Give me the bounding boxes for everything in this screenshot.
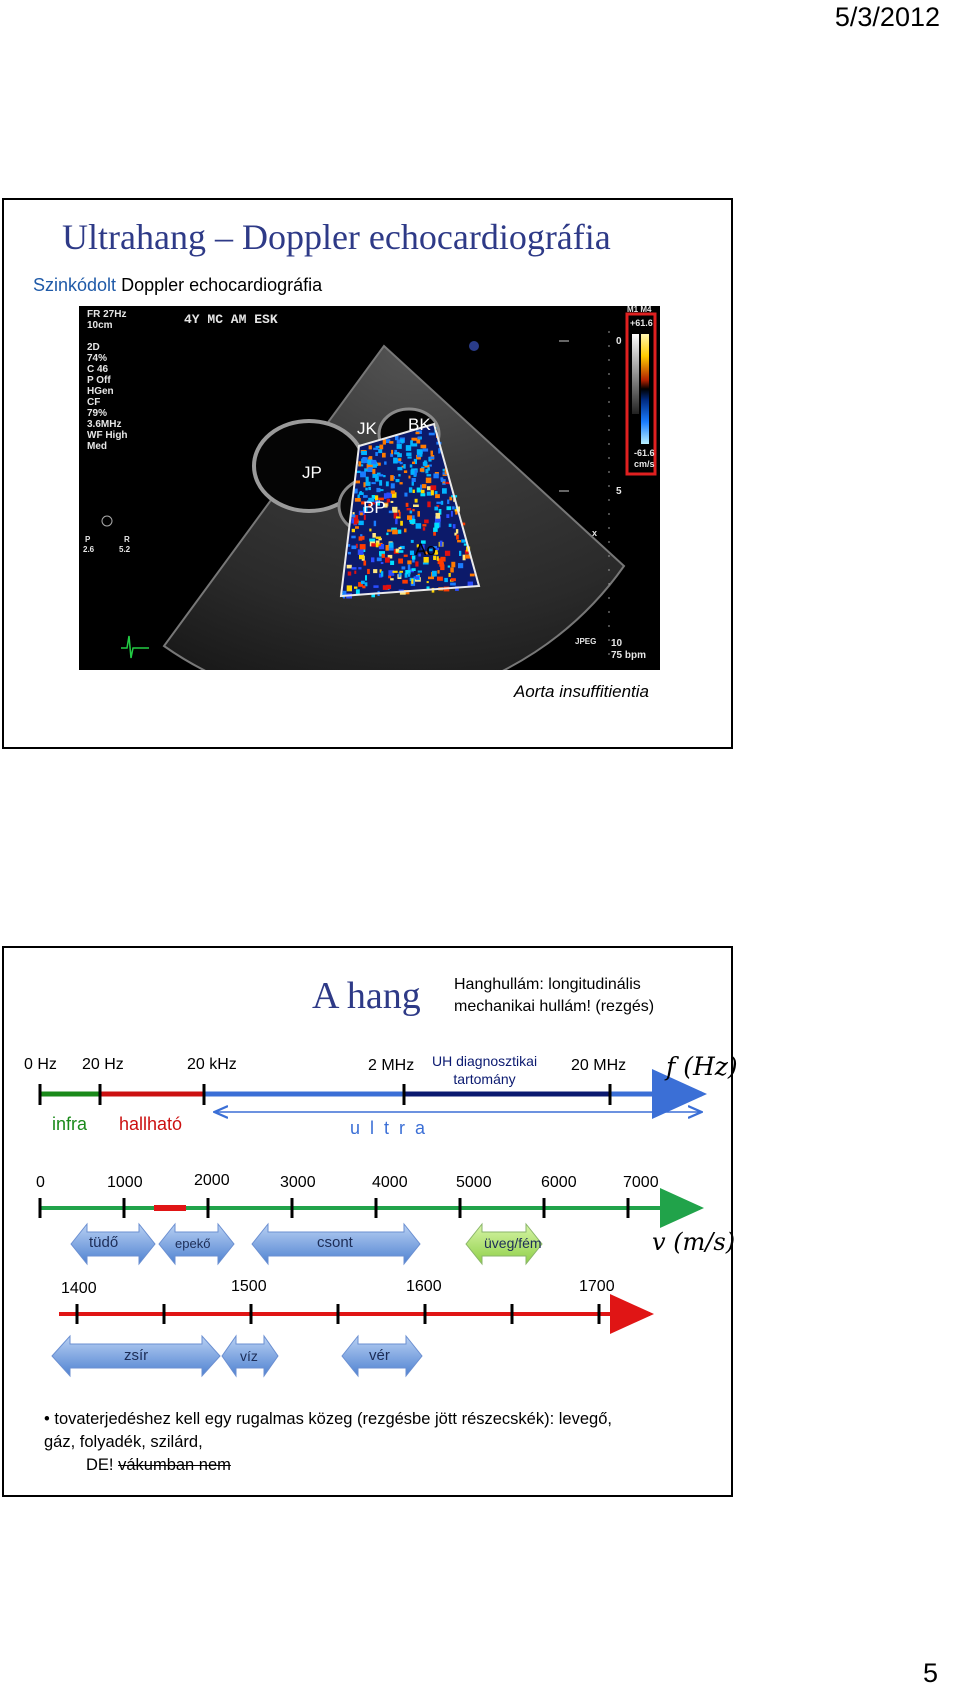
label-infra: infra xyxy=(52,1114,88,1134)
doppler-speckle xyxy=(400,482,403,484)
doppler-speckle xyxy=(427,474,432,476)
doppler-speckle xyxy=(358,461,361,466)
doppler-speckle xyxy=(393,571,398,573)
doppler-speckle xyxy=(415,499,418,503)
doppler-speckle xyxy=(348,572,352,576)
doppler-speckle xyxy=(448,566,450,568)
doppler-speckle xyxy=(386,481,389,486)
doppler-speckle xyxy=(369,539,375,542)
slide-title: A hang xyxy=(312,975,421,1017)
slide-subtitle xyxy=(33,275,322,296)
doppler-speckle xyxy=(381,562,384,564)
doppler-speckle xyxy=(421,445,427,449)
doppler-speckle xyxy=(404,555,408,557)
doppler-speckle xyxy=(400,462,403,464)
speed2-tick-1700: 1700 xyxy=(579,1278,615,1295)
doppler-speckle xyxy=(434,523,439,528)
doppler-speckle xyxy=(391,450,393,454)
doppler-speckle xyxy=(407,560,411,564)
doppler-speckle xyxy=(389,441,393,444)
doppler-speckle xyxy=(408,565,411,571)
doppler-speckle xyxy=(408,573,410,577)
label-jp: JP xyxy=(302,463,322,482)
doppler-speckle xyxy=(377,558,382,562)
doppler-speckle xyxy=(433,474,438,479)
doppler-speckle xyxy=(402,566,406,569)
note-line-1: • tovaterjedéshez kell egy rugalmas közeg (rezgésbe jött részecskék): levegő, xyxy=(44,1410,612,1428)
doppler-speckle xyxy=(411,470,415,475)
doppler-speckle xyxy=(407,457,411,459)
speed-tick-3000: 3000 xyxy=(280,1174,316,1191)
doppler-speckle xyxy=(407,508,412,510)
doppler-speckle xyxy=(395,519,398,525)
doppler-speckle xyxy=(347,585,352,591)
doppler-speckle xyxy=(358,521,364,525)
doppler-speckle xyxy=(420,485,422,491)
doppler-speckle xyxy=(371,460,376,464)
doppler-speckle xyxy=(420,493,425,496)
label-jk: JK xyxy=(357,419,377,438)
doppler-speckle xyxy=(391,491,395,494)
doppler-speckle xyxy=(420,453,423,455)
doppler-speckle xyxy=(404,529,407,533)
doppler-speckle xyxy=(421,490,425,493)
speed-tick-1000: 1000 xyxy=(107,1174,143,1191)
doppler-speckle xyxy=(347,565,352,569)
doppler-speckle xyxy=(390,578,394,580)
label-zsir: zsír xyxy=(124,1347,149,1364)
doppler-speckle xyxy=(372,533,376,538)
doppler-speckle xyxy=(399,571,403,573)
doppler-speckle xyxy=(400,521,403,526)
uh-range-line-2: tartomány xyxy=(453,1071,516,1087)
doppler-speckle xyxy=(430,457,435,460)
freq-label-2mhz: 2 MHz xyxy=(368,1057,415,1074)
doppler-speckle xyxy=(373,448,378,450)
doppler-speckle xyxy=(394,450,397,452)
doppler-speckle xyxy=(428,577,434,580)
depth-top: 0 xyxy=(616,336,622,347)
doppler-speckle xyxy=(365,575,367,580)
speed-tick-5000: 5000 xyxy=(456,1174,492,1191)
heart-rate: 75 bpm xyxy=(611,650,647,661)
doppler-speckle xyxy=(445,551,450,556)
doppler-speckle xyxy=(360,472,366,475)
slide-doppler xyxy=(2,198,733,749)
doppler-speckle xyxy=(363,482,365,487)
doppler-speckle xyxy=(398,474,400,477)
echocardiogram-image xyxy=(79,306,660,670)
label-uveg: üveg/fém xyxy=(484,1235,542,1251)
doppler-speckle xyxy=(420,468,425,472)
doppler-speckle xyxy=(457,540,461,542)
doppler-speckle xyxy=(389,511,393,513)
doppler-speckle xyxy=(386,533,388,536)
doppler-speckle xyxy=(406,503,409,507)
speed-tick-0: 0 xyxy=(36,1174,45,1191)
doppler-speckle xyxy=(406,453,411,457)
doppler-speckle xyxy=(392,530,398,535)
subtitle-rest: Doppler echocardiográfia xyxy=(116,275,323,295)
note-strike: vákumban nem xyxy=(118,1456,231,1474)
doppler-speckle xyxy=(447,506,452,510)
doppler-speckle xyxy=(450,567,454,572)
doppler-speckle xyxy=(452,506,455,509)
label-bp: BP xyxy=(363,498,386,517)
doppler-speckle xyxy=(375,452,378,456)
doppler-speckle xyxy=(437,577,443,581)
doppler-speckle xyxy=(374,521,376,527)
doppler-speckle xyxy=(412,509,414,511)
doppler-speckle xyxy=(449,524,452,527)
doppler-speckle xyxy=(446,514,449,518)
doppler-speckle xyxy=(390,475,394,481)
doppler-speckle xyxy=(404,470,407,473)
speed-tick-7000: 7000 xyxy=(623,1174,659,1191)
doppler-speckle xyxy=(417,437,420,439)
doppler-speckle xyxy=(398,530,402,534)
doppler-speckle xyxy=(386,545,389,551)
doppler-speckle xyxy=(397,444,402,449)
description-line-1: Hanghullám: longitudinális xyxy=(454,976,641,993)
doppler-speckle xyxy=(459,551,461,556)
doppler-speckle xyxy=(398,559,403,564)
doppler-speckle xyxy=(441,478,444,482)
subtitle-highlight: Szinkódolt xyxy=(33,275,117,295)
doppler-speckle xyxy=(422,484,427,488)
doppler-speckle xyxy=(456,535,459,540)
doppler-speckle xyxy=(411,540,414,543)
freq-axis-label: f (Hz) xyxy=(666,1052,738,1081)
description-line-2: mechanikai hullám! (rezgés) xyxy=(454,998,655,1015)
doppler-speckle xyxy=(383,475,386,477)
doppler-speckle xyxy=(435,491,438,494)
doppler-speckle xyxy=(359,492,364,495)
doppler-speckle xyxy=(423,562,429,564)
doppler-speckle xyxy=(397,453,402,457)
doppler-speckle xyxy=(363,561,366,566)
doppler-speckle xyxy=(413,490,415,493)
doppler-speckle xyxy=(451,511,453,517)
doppler-speckle xyxy=(360,544,366,549)
probe-value-left: 2.6 xyxy=(83,545,95,554)
doppler-speckle xyxy=(424,460,427,466)
doppler-speckle xyxy=(378,449,382,453)
doppler-speckle xyxy=(431,490,434,496)
doppler-speckle xyxy=(411,579,413,584)
doppler-speckle xyxy=(402,580,408,584)
doppler-speckle xyxy=(372,474,377,478)
doppler-speckle xyxy=(410,511,413,514)
doppler-speckle xyxy=(369,445,372,449)
label-epeko: epekő xyxy=(175,1236,211,1251)
uh-range-label xyxy=(432,1052,537,1088)
doppler-speckle xyxy=(395,436,399,440)
doppler-speckle xyxy=(407,515,412,520)
doppler-speckle xyxy=(418,571,422,573)
doppler-speckle xyxy=(387,499,390,503)
doppler-speckle xyxy=(343,591,347,595)
doppler-speckle xyxy=(401,439,404,443)
doppler-speckle xyxy=(351,536,355,539)
doppler-speckle xyxy=(437,570,439,574)
doppler-speckle xyxy=(393,458,398,464)
doppler-speckle xyxy=(389,542,393,547)
doppler-speckle xyxy=(429,465,432,467)
doppler-speckle xyxy=(412,515,415,519)
doppler-speckle xyxy=(455,511,457,514)
speed2-tick-1500: 1500 xyxy=(231,1278,267,1295)
doppler-speckle xyxy=(409,487,412,492)
doppler-speckle xyxy=(410,464,413,467)
label-hallhato: hallható xyxy=(119,1114,183,1134)
image-caption: Aorta insuffitientia xyxy=(513,682,649,701)
doppler-speckle xyxy=(458,563,463,568)
doppler-speckle xyxy=(417,511,420,517)
doppler-speckle xyxy=(368,487,371,490)
doppler-speckle xyxy=(351,546,356,550)
doppler-speckle xyxy=(461,539,465,542)
label-ver: vér xyxy=(369,1347,390,1364)
doppler-speckle xyxy=(354,587,357,589)
doppler-speckle xyxy=(397,467,402,470)
doppler-speckle xyxy=(444,578,448,582)
doppler-speckle xyxy=(358,549,364,555)
doppler-speckle xyxy=(403,464,405,469)
doppler-speckle xyxy=(387,529,392,531)
doppler-speckle xyxy=(423,449,429,452)
doppler-speckle xyxy=(422,524,426,526)
doppler-speckle xyxy=(427,467,430,470)
doppler-speckle xyxy=(434,507,438,511)
doppler-speckle xyxy=(371,557,374,562)
doppler-speckle xyxy=(410,440,413,445)
doppler-speckle xyxy=(358,567,361,569)
doppler-speckle xyxy=(356,481,361,484)
doppler-speckle xyxy=(367,569,370,574)
doppler-speckle xyxy=(351,514,355,517)
uh-range-line-1: UH diagnosztikai xyxy=(432,1053,538,1069)
speed-tick-2000: 2000 xyxy=(194,1172,230,1189)
doppler-speckle xyxy=(348,544,350,547)
doppler-speckle xyxy=(352,567,357,570)
doppler-speckle xyxy=(372,469,375,475)
doppler-speckle xyxy=(396,549,400,552)
doppler-speckle xyxy=(365,488,368,491)
doppler-speckle xyxy=(352,529,355,532)
doppler-speckle xyxy=(412,462,415,464)
doppler-speckle xyxy=(391,483,395,488)
doppler-speckle xyxy=(380,489,384,491)
doppler-speckle xyxy=(433,528,438,532)
doppler-speckle xyxy=(437,556,439,561)
doppler-speckle xyxy=(398,510,400,513)
label-tudo: tüdő xyxy=(89,1234,119,1251)
doppler-speckle xyxy=(398,458,401,461)
doppler-speckle xyxy=(449,573,451,577)
doppler-speckle xyxy=(367,460,371,465)
echo-settings: FR 27Hz 10cm 2D 74% C 46 P Off HGen CF 79% 3.6MHz WF High Med xyxy=(87,309,128,452)
doppler-speckle xyxy=(391,501,394,503)
doppler-speckle xyxy=(369,467,372,470)
doppler-speckle xyxy=(361,581,365,584)
probe-left: P xyxy=(85,535,91,544)
label-bk: BK xyxy=(408,415,431,434)
label-viz: víz xyxy=(240,1348,258,1364)
probe-value-right: 5.2 xyxy=(119,545,131,554)
doppler-speckle xyxy=(427,502,430,508)
doppler-speckle xyxy=(379,480,382,486)
doppler-speckle xyxy=(390,561,394,565)
freq-label-20khz: 20 kHz xyxy=(187,1056,237,1073)
scale-top: +61.6 xyxy=(630,318,653,328)
doppler-speckle xyxy=(451,562,455,568)
doppler-speckle xyxy=(371,482,375,484)
doppler-speckle xyxy=(406,445,411,451)
doppler-speckle xyxy=(373,569,377,573)
doppler-speckle xyxy=(426,478,432,484)
doppler-speckle xyxy=(456,529,458,534)
echo-sector xyxy=(79,306,660,670)
speed-tick-4000: 4000 xyxy=(372,1174,408,1191)
doppler-speckle xyxy=(385,557,390,562)
doppler-speckle xyxy=(409,476,411,479)
doppler-speckle xyxy=(451,578,456,581)
doppler-speckle xyxy=(383,439,386,444)
x-mark: x xyxy=(592,528,598,538)
doppler-speckle xyxy=(447,500,449,505)
probe-right: R xyxy=(124,535,130,544)
label-ultra: u l t r a xyxy=(350,1118,426,1138)
doppler-speckle xyxy=(413,505,419,508)
doppler-speckle xyxy=(378,474,383,476)
freq-label-0hz: 0 Hz xyxy=(24,1056,57,1073)
doppler-speckle xyxy=(396,516,401,518)
doppler-speckle xyxy=(415,561,418,566)
doppler-speckle xyxy=(412,568,416,571)
scale-title: M1 M4 xyxy=(627,306,652,314)
doppler-speckle xyxy=(369,529,371,532)
doppler-speckle xyxy=(470,574,475,577)
doppler-speckle xyxy=(355,526,359,529)
note-line-3 xyxy=(44,1454,612,1477)
doppler-speckle xyxy=(410,551,414,555)
page-date: 5/3/2012 xyxy=(834,2,940,32)
doppler-speckle xyxy=(366,482,371,486)
label-csont: csont xyxy=(317,1234,353,1251)
doppler-speckle xyxy=(384,461,387,464)
speed2-tick-1400: 1400 xyxy=(61,1280,97,1297)
doppler-speckle xyxy=(404,493,407,497)
doppler-speckle xyxy=(379,445,383,450)
doppler-speckle xyxy=(432,571,437,577)
note-line-2: gáz, folyadék, szilárd, xyxy=(44,1433,203,1451)
doppler-speckle xyxy=(423,527,425,530)
doppler-speckle xyxy=(362,457,368,463)
speed-axis-label: v (m/s) xyxy=(652,1228,736,1256)
doppler-speckle xyxy=(381,571,383,577)
slide-hang xyxy=(2,946,738,1497)
doppler-speckle xyxy=(351,518,354,523)
doppler-speckle xyxy=(427,581,429,583)
doppler-speckle xyxy=(359,536,363,540)
speed2-tick-1600: 1600 xyxy=(406,1278,442,1295)
doppler-speckle xyxy=(424,520,429,524)
freq-label-20mhz: 20 MHz xyxy=(571,1057,627,1074)
doppler-speckle xyxy=(382,554,385,558)
doppler-speckle xyxy=(442,488,447,494)
doppler-speckle xyxy=(354,571,356,574)
doppler-speckle xyxy=(382,453,386,458)
doppler-speckle xyxy=(416,523,422,529)
doppler-speckle xyxy=(361,451,367,455)
doppler-speckle xyxy=(431,485,437,490)
doppler-speckle xyxy=(435,494,440,498)
freq-label-20hz: 20 Hz xyxy=(82,1056,124,1073)
doppler-speckle xyxy=(362,586,365,589)
doppler-speckle xyxy=(436,502,441,504)
note-text xyxy=(44,1408,612,1477)
note-de: DE! xyxy=(86,1456,119,1474)
doppler-speckle xyxy=(436,513,441,519)
jpeg-label: JPEG xyxy=(575,637,597,646)
label-ao: Ao xyxy=(415,540,436,559)
doppler-speckle xyxy=(392,507,397,513)
doppler-speckle xyxy=(396,479,400,482)
doppler-speckle xyxy=(450,583,456,586)
doppler-speckle xyxy=(355,498,361,502)
doppler-speckle xyxy=(373,585,378,588)
depth-bottom: 10 xyxy=(611,638,623,649)
speed-tick-6000: 6000 xyxy=(541,1174,577,1191)
doppler-speckle xyxy=(386,585,391,589)
echo-header: 4Y MC AM ESK xyxy=(184,312,278,327)
doppler-speckle xyxy=(453,524,456,528)
doppler-speckle xyxy=(376,543,379,548)
doppler-speckle xyxy=(440,541,443,547)
doppler-speckle xyxy=(431,451,434,455)
scale-bottom: -61.6 cm/s xyxy=(634,448,655,469)
page-number: 5 xyxy=(922,1658,938,1688)
doppler-speckle xyxy=(348,552,351,555)
depth-mid: 5 xyxy=(616,486,622,497)
doppler-speckle xyxy=(376,537,381,539)
doppler-speckle xyxy=(412,478,416,482)
slide-title: Ultrahang – Doppler echocardiográfia xyxy=(62,217,611,257)
